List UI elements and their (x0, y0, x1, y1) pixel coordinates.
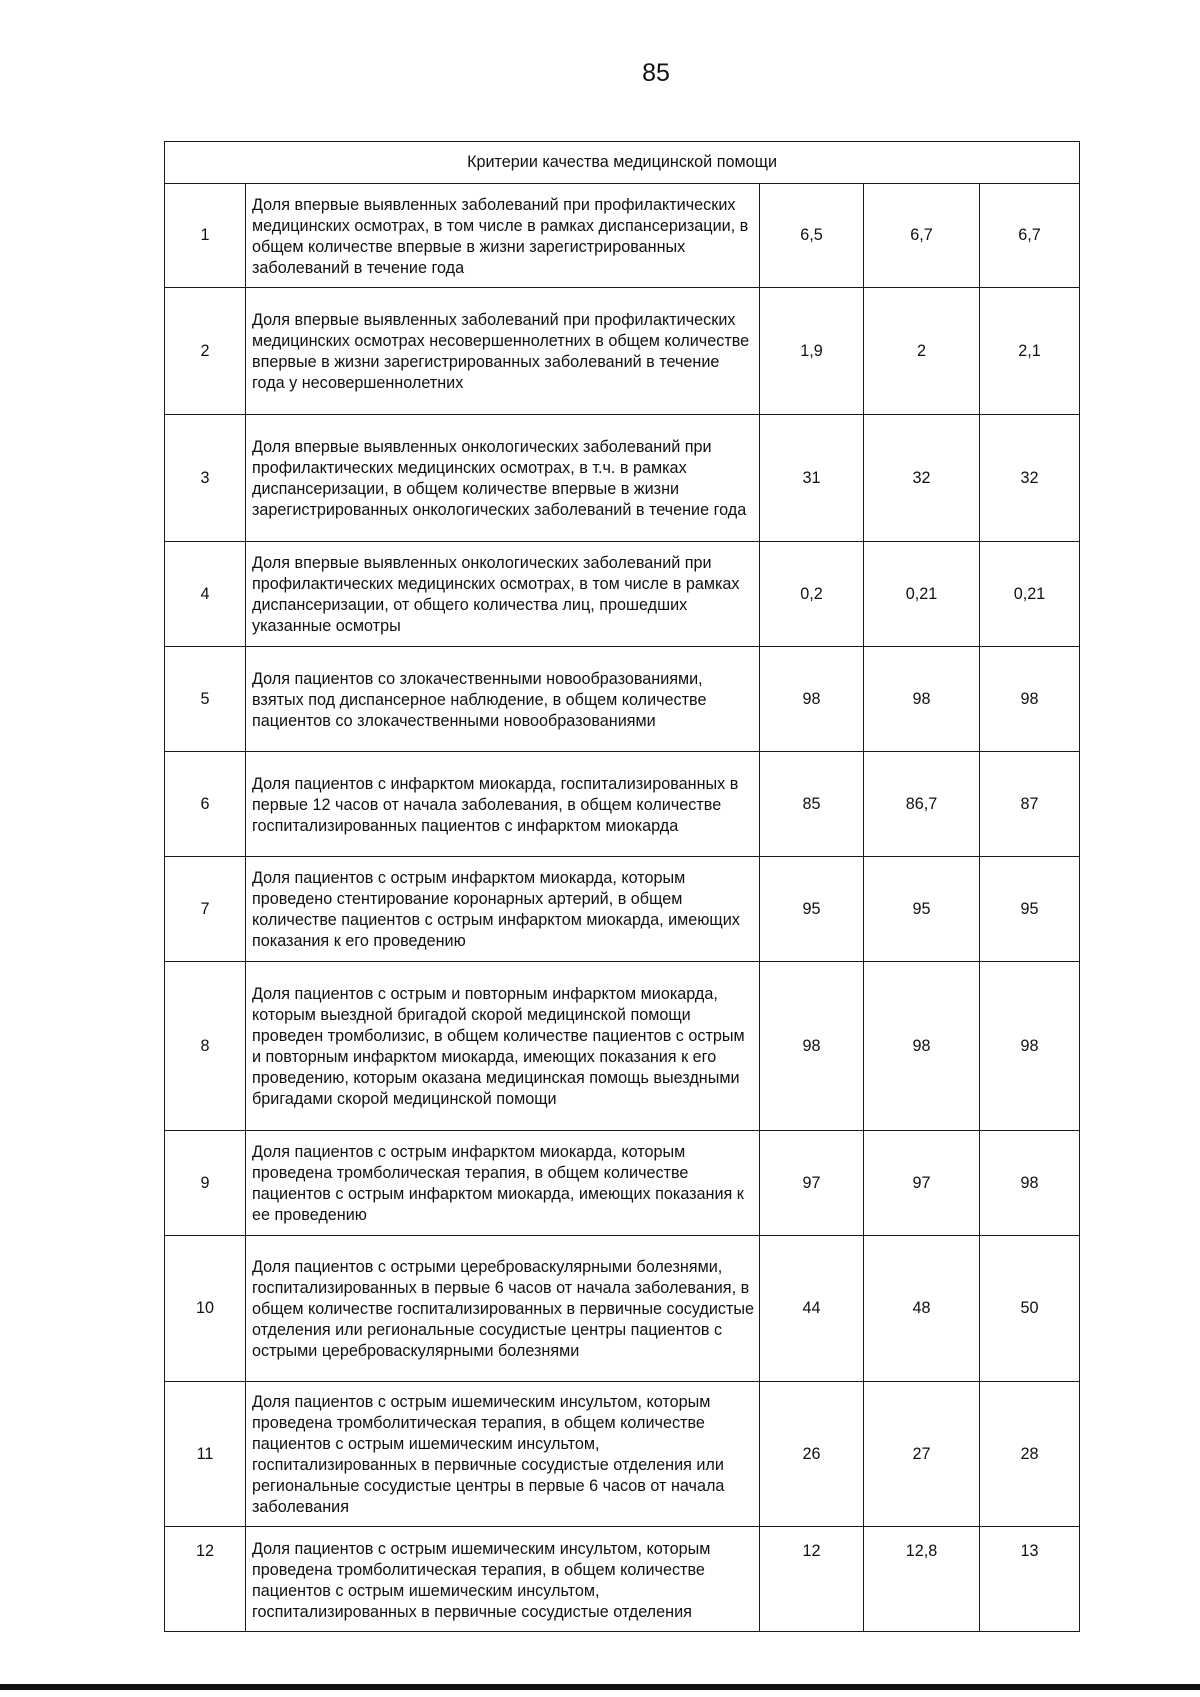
value-col-3: 6,7 (980, 184, 1080, 288)
value-col-3: 28 (980, 1382, 1080, 1527)
row-number: 1 (165, 184, 246, 288)
table-row (165, 542, 1080, 647)
table-row (165, 1131, 1080, 1236)
page-number: 85 (642, 59, 670, 87)
value-col-1: 26 (760, 1382, 864, 1527)
criterion-description: Доля впервые выявленных онкологических заболеваний при профилактических медицинских осмотрах, в том числе в рамках диспансеризации, от общего количества лиц, прошедших указанные осмотры (246, 542, 760, 647)
criterion-description: Доля впервые выявленных заболеваний при профилактических медицинских осмотрах, в том числе в рамках диспансеризации, в общем количестве впервые в жизни зарегистрированных заболеваний в течение года (246, 184, 760, 288)
table-header: Критерии качества медицинской помощи (165, 142, 1080, 184)
table-row (165, 962, 1080, 1131)
value-col-2: 6,7 (864, 184, 980, 288)
row-number: 6 (165, 752, 246, 857)
value-col-1: 12 (760, 1527, 864, 1632)
row-number: 10 (165, 1236, 246, 1382)
row-number: 5 (165, 647, 246, 752)
value-col-3: 13 (980, 1527, 1080, 1632)
value-col-3: 32 (980, 415, 1080, 542)
criterion-description: Доля пациентов с инфарктом миокарда, госпитализированных в первые 12 часов от начала заболевания, в общем количестве госпитализированных пациентов с инфарктом миокарда (246, 752, 760, 857)
criterion-description: Доля впервые выявленных онкологических заболеваний при профилактических медицинских осмотрах, в т.ч. в рамках диспансеризации, в общем количестве впервые в жизни зарегистрированных онкологических заболеваний в течение года (246, 415, 760, 542)
row-number: 4 (165, 542, 246, 647)
table-row (165, 1527, 1080, 1632)
row-number: 11 (165, 1382, 246, 1527)
value-col-3: 50 (980, 1236, 1080, 1382)
value-col-3: 98 (980, 647, 1080, 752)
table-header-row (165, 142, 1080, 184)
quality-criteria-table (164, 141, 1080, 1632)
criterion-description: Доля пациентов с острым и повторным инфарктом миокарда, которым выездной бригадой скорой медицинской помощи проведен тромболизис, в общем количестве пациентов с острым и повторным инфарктом миокарда, имеющих показания к его проведению, которым оказана медицинская помощь выездными бригадами скорой медицинской помощи (246, 962, 760, 1131)
value-col-2: 27 (864, 1382, 980, 1527)
value-col-1: 95 (760, 857, 864, 962)
value-col-2: 32 (864, 415, 980, 542)
value-col-3: 98 (980, 962, 1080, 1131)
criterion-description: Доля пациентов с острым ишемическим инсультом, которым проведена тромболитическая терапия, в общем количестве пациентов с острым ишемическим инсультом, госпитализированных в первичные сосудистые отделения (246, 1527, 760, 1632)
value-col-1: 44 (760, 1236, 864, 1382)
value-col-3: 98 (980, 1131, 1080, 1236)
table-row (165, 857, 1080, 962)
row-number: 3 (165, 415, 246, 542)
value-col-1: 85 (760, 752, 864, 857)
table-row (165, 752, 1080, 857)
value-col-2: 2 (864, 288, 980, 415)
table-row (165, 415, 1080, 542)
value-col-1: 1,9 (760, 288, 864, 415)
criterion-description: Доля пациентов со злокачественными новообразованиями, взятых под диспансерное наблюдение, в общем количестве пациентов со злокачественными новообразованиями (246, 647, 760, 752)
criterion-description: Доля пациентов с острым инфарктом миокарда, которым проведено стентирование коронарных артерий, в общем количестве пациентов с острым инфарктом миокарда, имеющих показания к его проведению (246, 857, 760, 962)
value-col-1: 98 (760, 647, 864, 752)
value-col-2: 97 (864, 1131, 980, 1236)
quality-criteria-table-wrapper (164, 141, 1079, 1632)
row-number: 2 (165, 288, 246, 415)
value-col-2: 48 (864, 1236, 980, 1382)
value-col-2: 0,21 (864, 542, 980, 647)
value-col-2: 98 (864, 647, 980, 752)
value-col-1: 97 (760, 1131, 864, 1236)
criterion-description: Доля пациентов с острым ишемическим инсультом, которым проведена тромболитическая терапия, в общем количестве пациентов с острым ишемическим инсультом, госпитализированных в первичные сосудистые отделения или региональные сосудистые центры в первые 6 часов от начала заболевания (246, 1382, 760, 1527)
table-row (165, 288, 1080, 415)
value-col-2: 98 (864, 962, 980, 1131)
value-col-2: 95 (864, 857, 980, 962)
criterion-description: Доля впервые выявленных заболеваний при профилактических медицинских осмотрах несовершеннолетних в общем количестве впервые в жизни зарегистрированных заболеваний в течение года у несовершеннолетних (246, 288, 760, 415)
value-col-3: 95 (980, 857, 1080, 962)
criterion-description: Доля пациентов с острым инфарктом миокарда, которым проведена тромболическая терапия, в общем количестве пациентов с острым инфарктом миокарда, имеющих показания к ее проведению (246, 1131, 760, 1236)
value-col-2: 12,8 (864, 1527, 980, 1632)
value-col-1: 31 (760, 415, 864, 542)
table-row (165, 1382, 1080, 1527)
value-col-2: 86,7 (864, 752, 980, 857)
value-col-1: 0,2 (760, 542, 864, 647)
criterion-description: Доля пациентов с острыми цереброваскулярными болезнями, госпитализированных в первые 6 часов от начала заболевания, в общем количестве госпитализированных в первичные сосудистые отделения или региональные сосудистые центры пациентов с острыми цереброваскулярными болезнями (246, 1236, 760, 1382)
row-number: 12 (165, 1527, 246, 1632)
table-row (165, 184, 1080, 288)
value-col-1: 98 (760, 962, 864, 1131)
table-row (165, 1236, 1080, 1382)
value-col-3: 0,21 (980, 542, 1080, 647)
page-bottom-border (0, 1684, 1200, 1690)
value-col-3: 87 (980, 752, 1080, 857)
row-number: 8 (165, 962, 246, 1131)
row-number: 9 (165, 1131, 246, 1236)
value-col-1: 6,5 (760, 184, 864, 288)
value-col-3: 2,1 (980, 288, 1080, 415)
table-row (165, 647, 1080, 752)
row-number: 7 (165, 857, 246, 962)
